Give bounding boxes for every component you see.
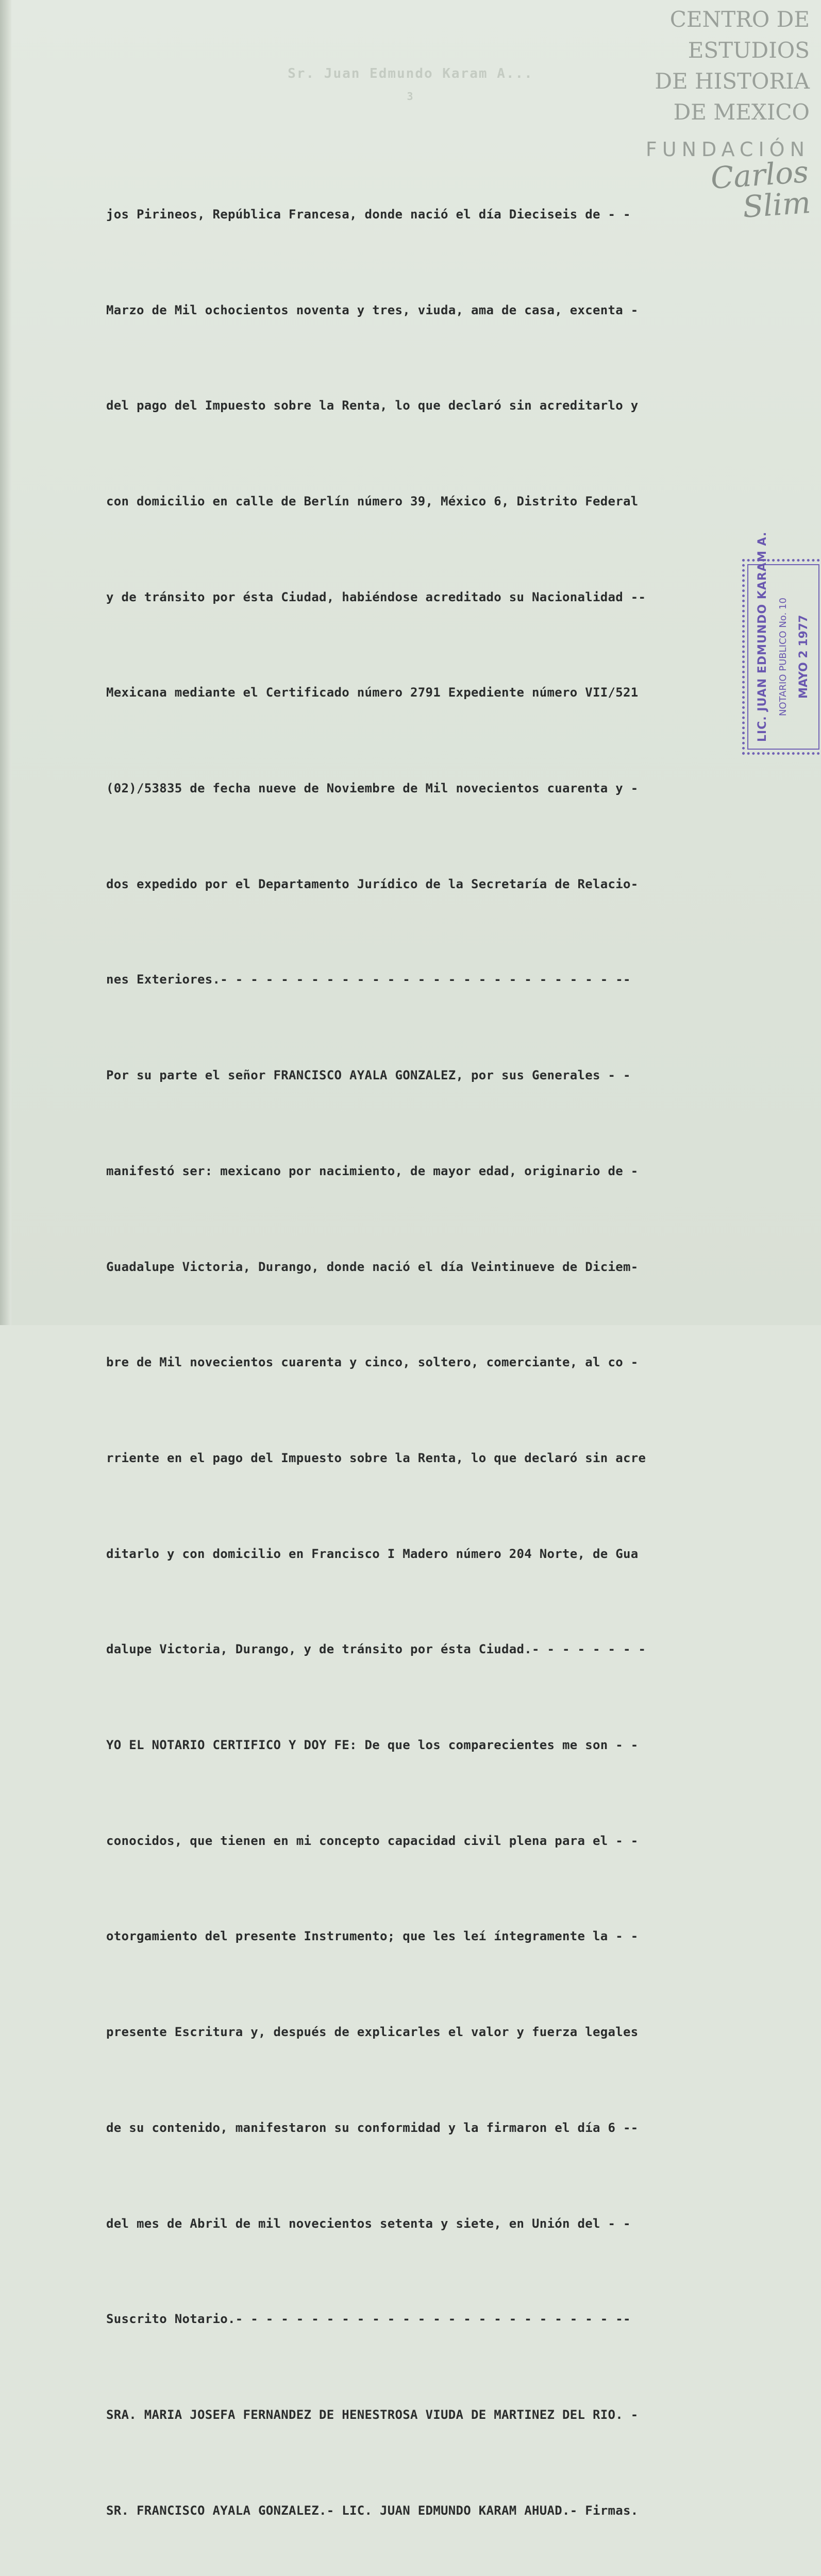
text-line: del pago del Impuesto sobre la Renta, lo que declaró sin acreditarlo y: [106, 398, 639, 413]
watermark-signature: Carlos Slim: [709, 154, 812, 225]
stamp-notary-name: LIC. JUAN EDMUNDO KARAM A.: [756, 531, 769, 742]
text-line: YO EL NOTARIO CERTIFICO Y DOY FE: De que los comparecientes me son - -: [106, 1738, 639, 1753]
typed-text-body: [106, 135, 725, 2576]
text-line: presente Escritura y, después de explicarles el valor y fuerza legales: [106, 2025, 639, 2040]
text-line: SRA. MARIA JOSEFA FERNANDEZ DE HENESTROSA VIUDA DE MARTINEZ DEL RIO. -: [106, 2407, 639, 2422]
text-line: ditarlo y con domicilio en Francisco I Madero número 204 Norte, de Gua: [106, 1546, 639, 1561]
text-line: otorgamiento del presente Instrumento; que les leí íntegramente la - -: [106, 1929, 639, 1944]
text-line: manifestó ser: mexicano por nacimiento, de mayor edad, originario de -: [106, 1163, 639, 1178]
text-line: Suscrito Notario.- - - - - - - - - - - - - - - - - - - - - - - - - --: [106, 2312, 631, 2327]
text-line: (02)/53835 de fecha nueve de Noviembre de Mil novecientos cuarenta y -: [106, 781, 639, 796]
watermark-line: DE MEXICO: [673, 99, 810, 125]
text-line: del mes de Abril de mil novecientos setenta y siete, en Unión del - -: [106, 2216, 631, 2231]
stamp-date: MAYO 2 1977: [797, 615, 810, 699]
page-edge-shadow: [0, 0, 11, 1325]
text-line: Marzo de Mil ochocientos noventa y tres, viuda, ama de casa, excenta -: [106, 302, 639, 317]
text-line: dalupe Victoria, Durango, y de tránsito por ésta Ciudad.- - - - - - - -: [106, 1642, 646, 1657]
text-line: rriente en el pago del Impuesto sobre la Renta, lo que declaró sin acre: [106, 1450, 646, 1465]
notary-stamp: [742, 531, 821, 755]
text-line: y de tránsito por ésta Ciudad, habiéndose acreditado su Nacionalidad --: [106, 589, 646, 604]
text-line: Guadalupe Victoria, Durango, donde nació el día Veintinueve de Diciem-: [106, 1259, 639, 1274]
faint-header-line: Sr. Juan Edmundo Karam A...: [288, 66, 533, 81]
text-line: conocidos, que tienen en mi concepto capacidad civil plena para el - -: [106, 1833, 639, 1848]
watermark-line: CENTRO DE: [669, 7, 810, 32]
text-line: con domicilio en calle de Berlín número 39, México 6, Distrito Federal: [106, 494, 639, 509]
text-line: SR. FRANCISCO AYALA GONZALEZ.- LIC. JUAN EDMUNDO KARAM AHUAD.- Firmas.: [106, 2503, 639, 2518]
stamp-notary-title: NOTARIO PUBLICO No. 10: [778, 598, 789, 716]
watermark-line: DE HISTORIA: [655, 69, 810, 94]
text-line: bre de Mil novecientos cuarenta y cinco, soltero, comerciante, al co -: [106, 1355, 639, 1370]
faint-page-number: 3: [407, 90, 414, 103]
text-line: nes Exteriores.- - - - - - - - - - - - - - - - - - - - - - - - - - --: [106, 972, 631, 987]
text-line: Mexicana mediante el Certificado número 2791 Expediente número VII/521: [106, 685, 639, 700]
text-line: dos expedido por el Departamento Jurídico de la Secretaría de Relacio-: [106, 876, 639, 891]
watermark-line: ESTUDIOS: [688, 38, 810, 63]
watermark-line: FUNDACIÓN: [645, 138, 810, 161]
text-line: jos Pirineos, República Francesa, donde nació el día Dieciseis de - -: [106, 207, 631, 222]
text-line: Por su parte el señor FRANCISCO AYALA GONZALEZ, por sus Generales - -: [106, 1068, 631, 1083]
text-line: de su contenido, manifestaron su conformidad y la firmaron el día 6 --: [106, 2120, 639, 2135]
